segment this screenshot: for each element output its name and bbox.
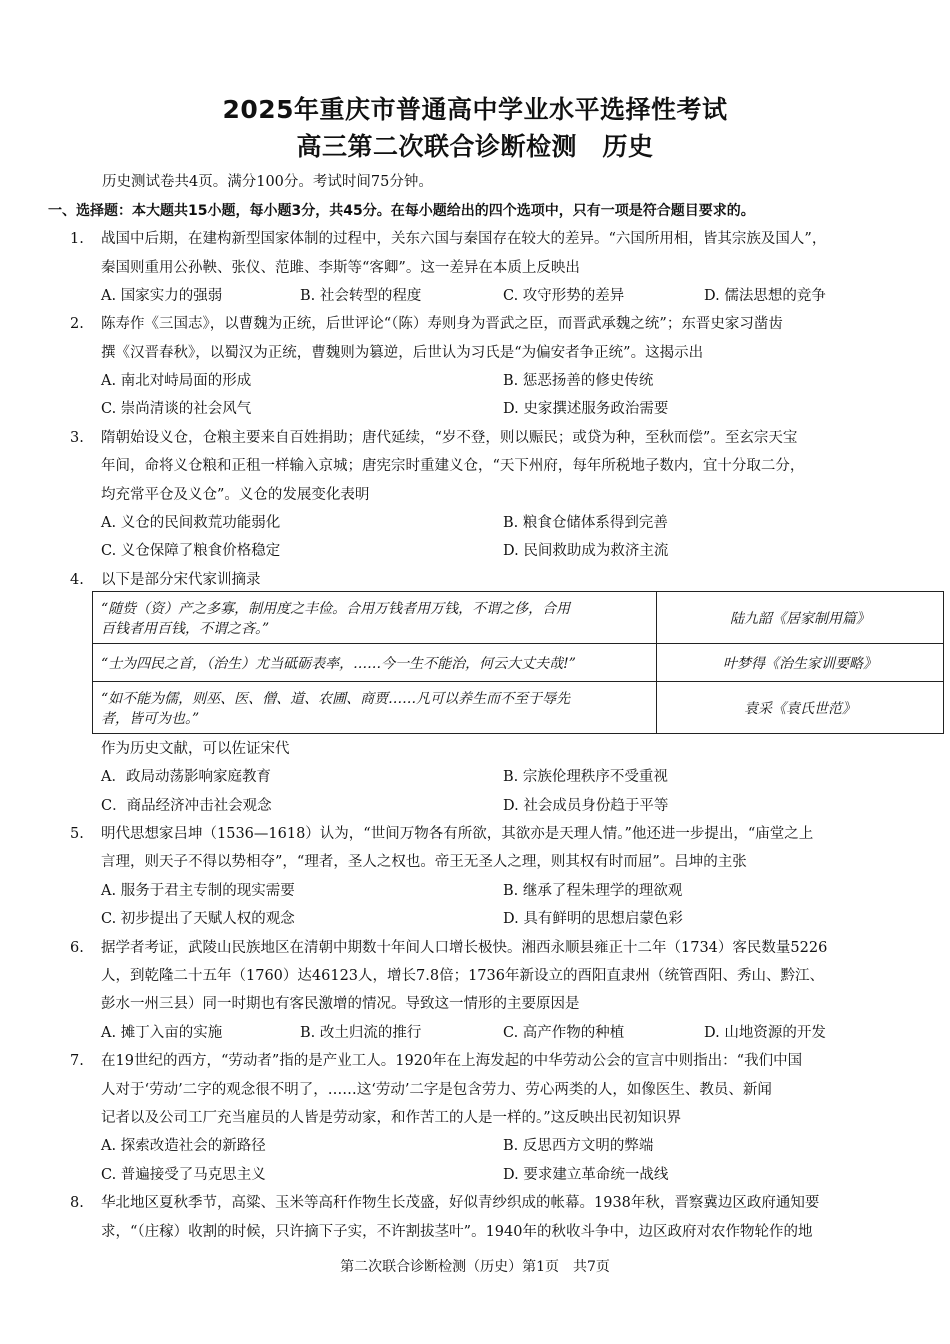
exam-intro: 历史测试卷共4页。满分100分。考试时间75分钟。 — [102, 174, 433, 190]
question-text: 人，到乾隆二十五年（1760）达46123人，增长7.8倍；1736年新设立的酉阳直隶州（统管酉阳、秀山、黔江、 — [101, 968, 824, 984]
quote-text: “如不能为儒，则巫、医、僧、道、农圃、商贾……凡可以养生而不至于辱先 — [101, 690, 571, 707]
quote-text: “随赀（资）产之多寡，制用度之丰俭。合用万钱者用万钱，不谓之侈，合用 — [101, 600, 571, 617]
quote-source: 袁采《袁氏世范》 — [657, 682, 944, 734]
question-text: 华北地区夏秋季节，高粱、玉米等高秆作物生长茂盛，好似青纱织成的帐幕。1938年秋，晋察冀边区政府通知要 — [101, 1195, 820, 1211]
question-text: 作为历史文献，可以佐证宋代 — [101, 741, 290, 757]
exam-title-line2: 高三第二次联合诊断检测 历史 — [296, 132, 654, 161]
question-text: 彭水一州三县）同一时期也有客民激增的情况。导致这一情形的主要原因是 — [101, 996, 580, 1012]
quote-source: 陆九韶《居家制用篇》 — [657, 592, 944, 644]
option-b: B. 惩恶扬善的修史传统 — [503, 373, 654, 389]
quote-text: “士为四民之首，（治生）尤当砥砺表率，……今一生不能治，何云大丈夫哉!” — [101, 655, 576, 672]
option-a: A. 摊丁入亩的实施 — [101, 1025, 223, 1041]
option-d: D. 史家撰述服务政治需要 — [503, 401, 669, 417]
option-b: B. 社会转型的程度 — [300, 288, 422, 304]
quote-cell — [93, 644, 657, 682]
question-number: 1. — [70, 231, 84, 247]
option-b: B. 宗族伦理秩序不受重视 — [503, 769, 668, 785]
question-text: 秦国则重用公孙鞅、张仪、范雎、李斯等“客卿”。这一差异在本质上反映出 — [101, 260, 580, 276]
option-c: C. 崇尚清谈的社会风气 — [101, 401, 252, 417]
question-text: 均充常平仓及义仓”。义仓的发展变化表明 — [101, 487, 370, 503]
family-instruction-table — [92, 591, 944, 734]
option-c: C．商品经济冲击社会观念 — [101, 798, 272, 814]
table-row — [93, 682, 944, 734]
table-row — [93, 644, 944, 682]
option-a: A. 国家实力的强弱 — [101, 288, 223, 304]
question-number: 3. — [70, 430, 84, 446]
option-c: C. 初步提出了天赋人权的观念 — [101, 911, 295, 927]
option-a: A. 义仓的民间救荒功能弱化 — [101, 515, 281, 531]
option-c: C. 攻守形势的差异 — [503, 288, 625, 304]
question-text: 隋朝始设义仓，仓粮主要来自百姓捐助；唐代延续，“岁不登，则以赈民；或贷为种，至秋而偿”。至玄宗天宝 — [101, 430, 798, 446]
question-text: 以下是部分宋代家训摘录 — [101, 572, 261, 588]
question-text: 撰《汉晋春秋》，以蜀汉为正统，曹魏则为篡逆，后世认为习氏是“为偏安者争正统”。这揭示出 — [101, 345, 704, 361]
question-number: 5. — [70, 826, 84, 842]
option-c: C. 高产作物的种植 — [503, 1025, 625, 1041]
question-number: 8. — [70, 1195, 84, 1211]
option-d: D. 民间救助成为救济主流 — [503, 543, 669, 559]
option-d: D. 社会成员身份趋于平等 — [503, 798, 669, 814]
question-text: 年间，命将义仓粮和正租一样输入京城；唐宪宗时重建义仓，“天下州府，每年所税地子数内，宜十分取二分， — [101, 458, 805, 474]
page-footer: 第二次联合诊断检测（历史）第1页 共7页 — [340, 1259, 610, 1275]
quote-source: 叶梦得《治生家训要略》 — [657, 644, 944, 682]
option-b: B. 反思西方文明的弊端 — [503, 1138, 654, 1154]
question-number: 4. — [70, 572, 84, 588]
section-heading: 一、选择题：本大题共15小题，每小题3分，共45分。在每小题给出的四个选项中，只有一项是符合题目要求的。 — [48, 203, 755, 219]
option-d: D. 山地资源的开发 — [704, 1025, 826, 1041]
option-a: A. 服务于君主专制的现实需要 — [101, 883, 295, 899]
question-text: 言理，则天子不得以势相夺”，“理者，圣人之权也。帝王无圣人之理，则其权有时而屈”。吕坤的主张 — [101, 854, 747, 870]
option-b: B. 继承了程朱理学的理欲观 — [503, 883, 683, 899]
table-row — [93, 592, 944, 644]
option-b: B. 改土归流的推行 — [300, 1025, 422, 1041]
option-a: A. 探索改造社会的新路径 — [101, 1138, 266, 1154]
option-d: D. 要求建立革命统一战线 — [503, 1167, 669, 1183]
question-text: 陈寿作《三国志》，以曹魏为正统，后世评论“（陈）寿则身为晋武之臣，而晋武承魏之统”；东晋史家习凿齿 — [101, 316, 783, 332]
question-text: 明代思想家吕坤（1536—1618）认为，“世间万物各有所欲，其欲亦是天理人情。”他还进一步提出，“庙堂之上 — [101, 826, 814, 842]
option-a: A．政局动荡影响家庭教育 — [101, 769, 271, 785]
question-text: 求，“（庄稼）收割的时候，只许摘下子实，不许割拔茎叶”。1940年的秋收斗争中，边区政府对农作物轮作的地 — [101, 1224, 813, 1240]
question-text: 战国中后期，在建构新型国家体制的过程中，关东六国与秦国存在较大的差异。“六国所用相，皆其宗族及国人”， — [101, 231, 827, 247]
option-c: C. 义仓保障了粮食价格稳定 — [101, 543, 281, 559]
question-text: 人对于‘劳动’二字的观念很不明了，……这‘劳动’二字是包含劳力、劳心两类的人，如像医生、教员、新闻 — [101, 1082, 772, 1098]
question-text: 记者以及公司工厂充当雇员的人皆是劳动家，和作苦工的人是一样的。”这反映出民初知识界 — [101, 1110, 682, 1126]
option-c: C. 普遍接受了马克思主义 — [101, 1167, 266, 1183]
exam-title-line1: 2025年重庆市普通高中学业水平选择性考试 — [222, 95, 728, 124]
option-d: D. 具有鲜明的思想启蒙色彩 — [503, 911, 683, 927]
quote-cell — [93, 682, 657, 734]
option-b: B. 粮食仓储体系得到完善 — [503, 515, 668, 531]
question-number: 6. — [70, 940, 84, 956]
quote-text: 百钱者用百钱，不谓之吝。” — [101, 620, 270, 637]
question-text: 据学者考证，武陵山民族地区在清朝中期数十年间人口增长极快。湘西永顺县雍正十二年（1734）客民数量5226 — [101, 940, 828, 956]
quote-text: 者，皆可为也。” — [101, 710, 200, 727]
quote-cell — [93, 592, 657, 644]
option-a: A. 南北对峙局面的形成 — [101, 373, 252, 389]
question-number: 7. — [70, 1053, 84, 1069]
option-d: D. 儒法思想的竞争 — [704, 288, 826, 304]
question-number: 2. — [70, 316, 84, 332]
question-text: 在19世纪的西方，“劳动者”指的是产业工人。1920年在上海发起的中华劳动公会的宣言中则指出：“我们中国 — [101, 1053, 803, 1069]
